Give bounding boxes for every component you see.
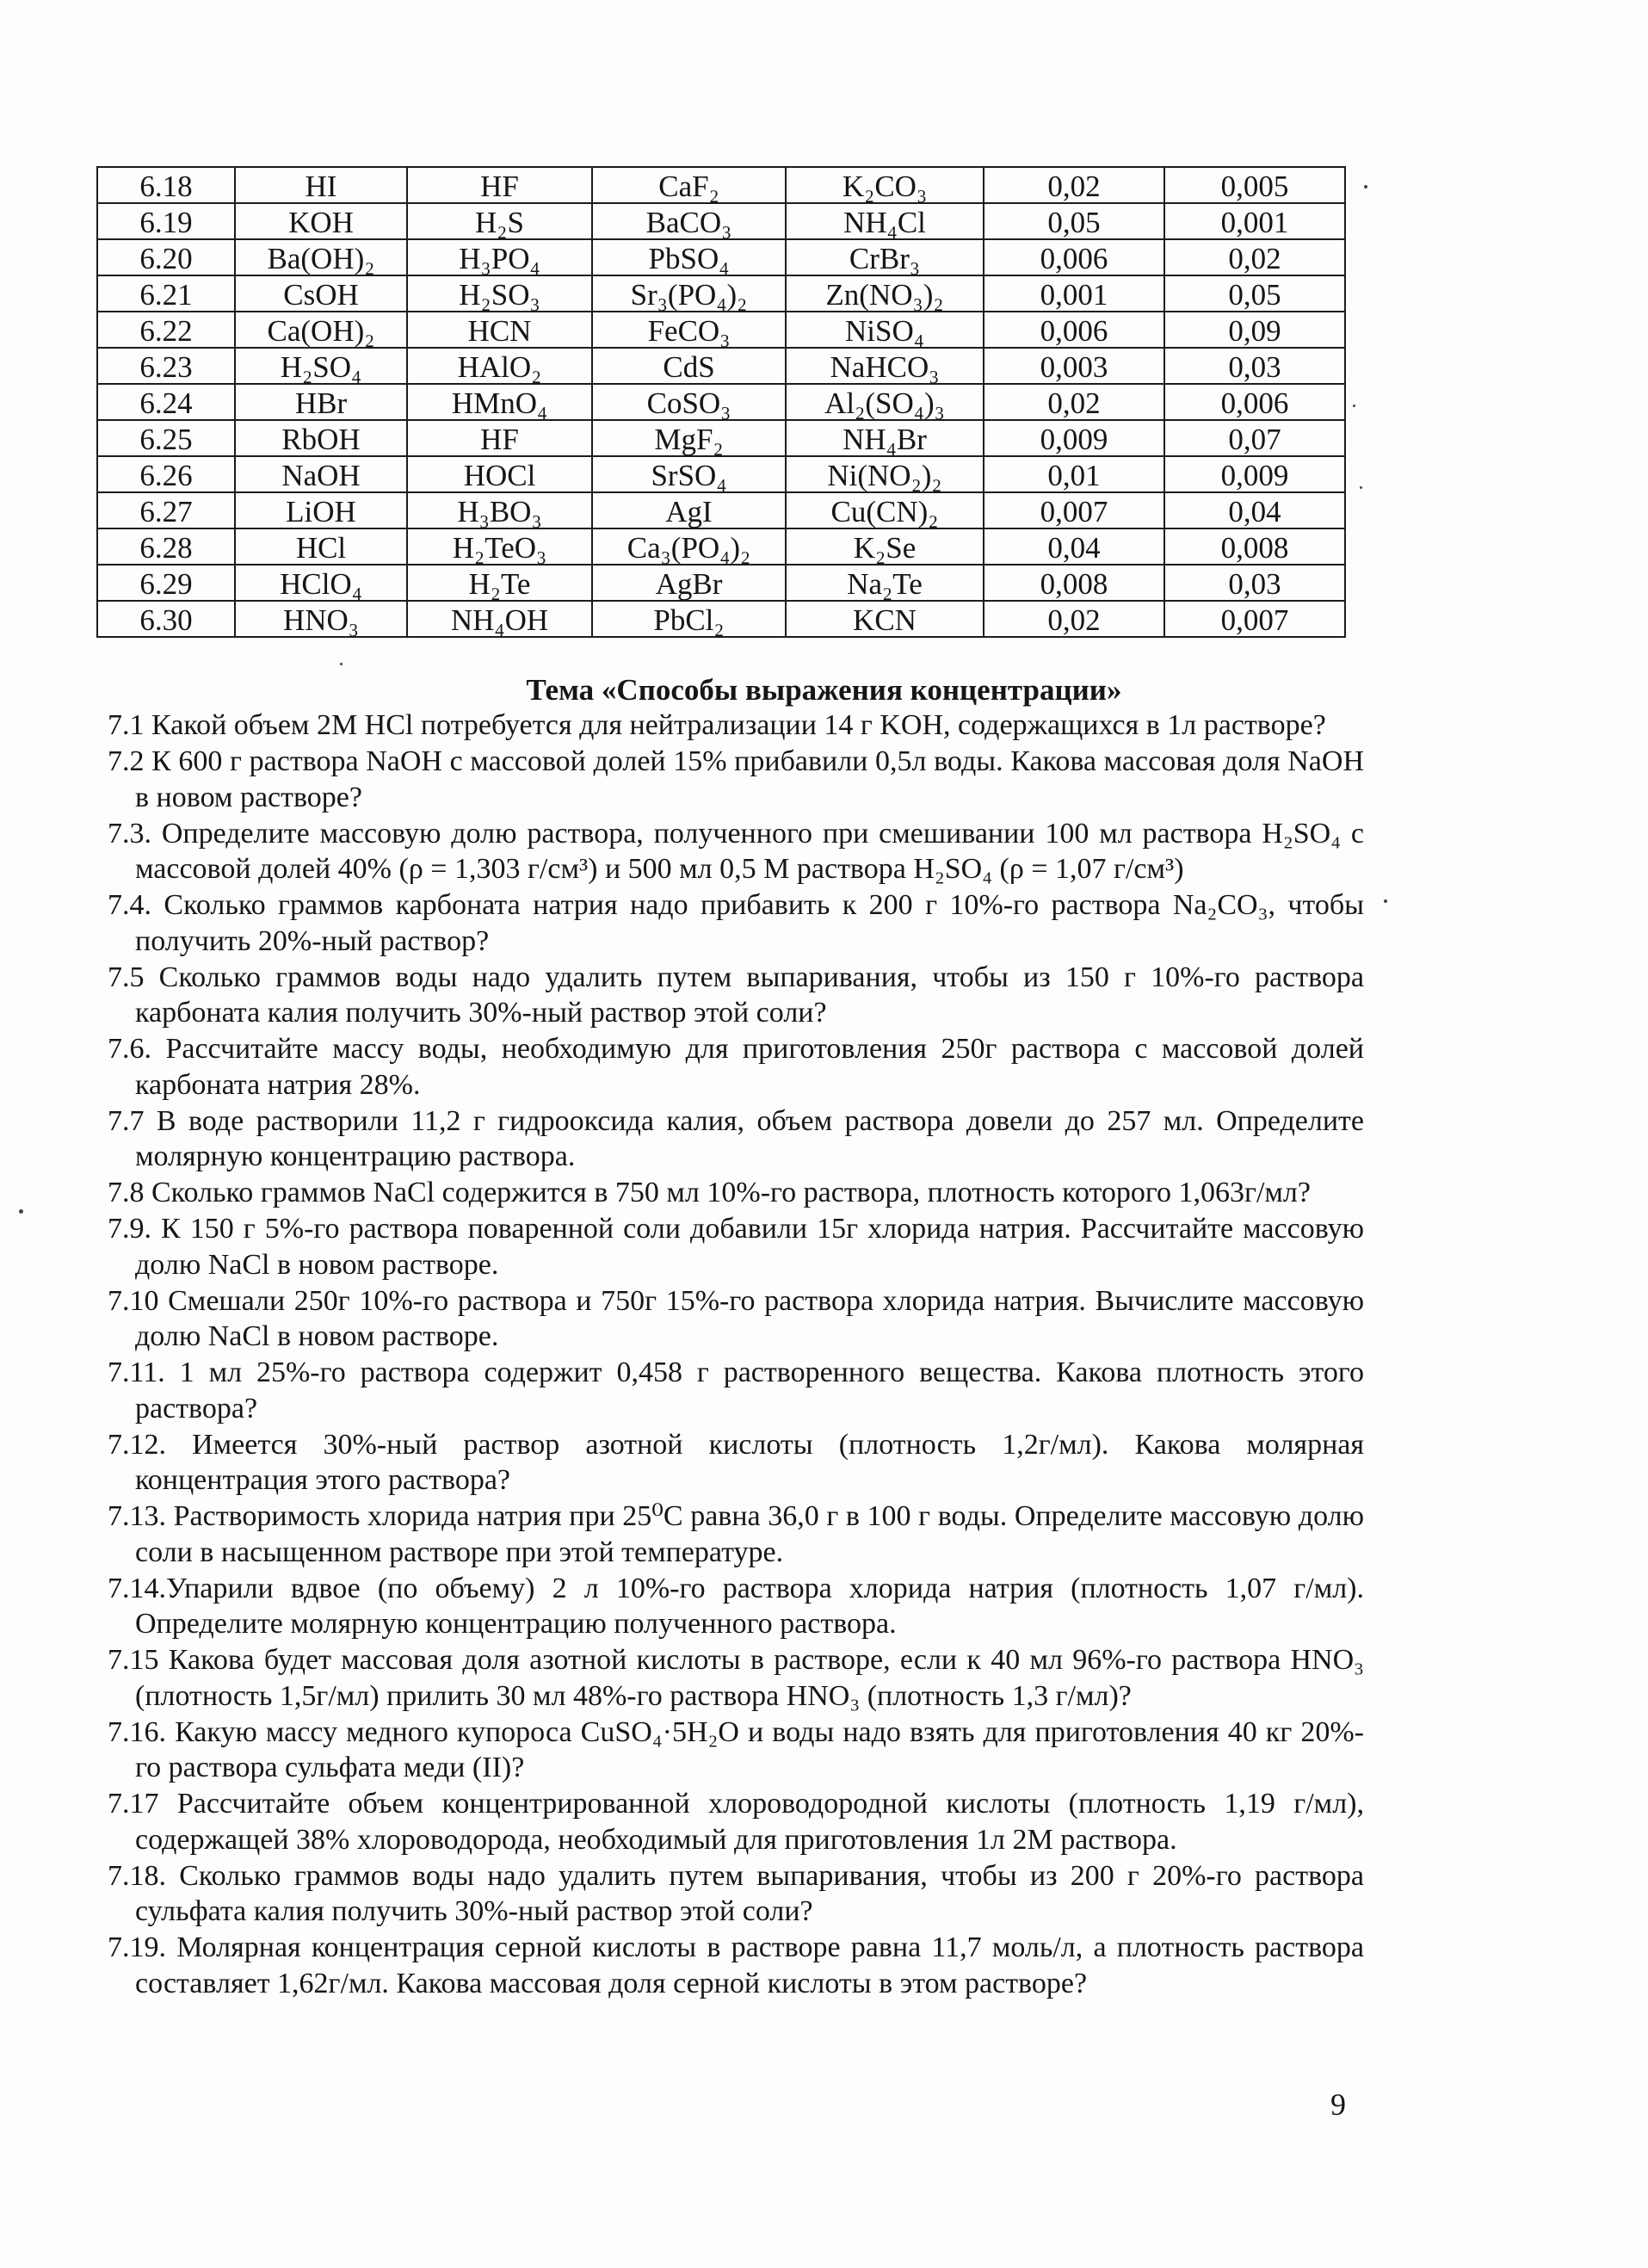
table-cell: HF xyxy=(407,167,592,203)
table-cell: Ba(OH)₂ xyxy=(235,239,407,275)
table-cell: Ca₃(PO₄)₂ xyxy=(592,528,786,565)
table-cell: 0,008 xyxy=(1164,528,1345,565)
table-cell: CrBr₃ xyxy=(786,239,984,275)
table-row xyxy=(97,528,1345,565)
table-row xyxy=(97,456,1345,492)
table-cell: 6.27 xyxy=(97,492,235,528)
table-cell: CoSO₃ xyxy=(592,384,786,420)
table-cell: 0,05 xyxy=(1164,275,1345,312)
table-cell: 0,02 xyxy=(1164,239,1345,275)
table-cell: CdS xyxy=(592,348,786,384)
table-cell: Zn(NO₃)₂ xyxy=(786,275,984,312)
table-cell: HCN xyxy=(407,312,592,348)
table-cell: AgBr xyxy=(592,565,786,601)
table-cell: 0,07 xyxy=(1164,420,1345,456)
problem-item: 7.18. Сколько граммов воды надо удалить путем выпаривания, чтобы из 200 г 20%-го раствора сульфата калия получить 30%-ный раствор этой соли? xyxy=(108,1859,1364,1927)
table-cell: 0,04 xyxy=(1164,492,1345,528)
problem-item: 7.17 Рассчитайте объем концентрированной хлороводородной кислоты (плотность 1,19 г/мл), содержащей 38% хлороводорода, необходимый для приготовления 1л 2М раствора. xyxy=(108,1788,1364,1856)
data-table xyxy=(96,166,1346,638)
problem-item: 7.7 В воде растворили 11,2 г гидрооксида калия, объем раствора довели до 257 мл. Определите молярную концентрацию раствора. xyxy=(108,1104,1364,1172)
table-cell: Ca(OH)₂ xyxy=(235,312,407,348)
table-cell: 6.21 xyxy=(97,275,235,312)
table-cell: PbSO₄ xyxy=(592,239,786,275)
problem-item: 7.4. Сколько граммов карбоната натрия надо прибавить к 200 г 10%-го раствора Na₂CO₃, чтобы получить 20%-ный раствор? xyxy=(108,889,1364,957)
table-cell: 0,03 xyxy=(1164,348,1345,384)
table-cell: 6.26 xyxy=(97,456,235,492)
table-cell: HAlO₂ xyxy=(407,348,592,384)
table-cell: 0,05 xyxy=(984,203,1164,239)
table-body xyxy=(97,167,1345,637)
table-cell: PbCl₂ xyxy=(592,601,786,637)
problem-item: 7.10 Смешали 250г 10%-го раствора и 750г 15%-го раствора хлорида натрия. Вычислите массовую долю NaCl в новом растворе. xyxy=(108,1284,1364,1352)
table-cell: BaCO₃ xyxy=(592,203,786,239)
table-cell: 6.29 xyxy=(97,565,235,601)
table-cell: Ni(NO₂)₂ xyxy=(786,456,984,492)
table-cell: 0,006 xyxy=(1164,384,1345,420)
table-cell: 0,001 xyxy=(984,275,1164,312)
problem-item: 7.13. Растворимость хлорида натрия при 25⁰С равна 36,0 г в 100 г воды. Определите массовую долю соли в насыщенном растворе при этой температуре. xyxy=(108,1500,1364,1568)
scan-speck xyxy=(1384,899,1387,903)
table-cell: 0,02 xyxy=(984,167,1164,203)
table-cell: KCN xyxy=(786,601,984,637)
problem-item: 7.1 Какой объем 2М HCl потребуется для нейтрализации 14 г KOH, содержащихся в 1л растворе? xyxy=(108,709,1326,741)
table-row xyxy=(97,167,1345,203)
table-cell: 0,006 xyxy=(984,312,1164,348)
scan-speck xyxy=(340,663,343,665)
problem-item: 7.6. Рассчитайте массу воды, необходимую для приготовления 250г раствора с массовой долей карбоната натрия 28%. xyxy=(108,1033,1364,1101)
table-cell: HI xyxy=(235,167,407,203)
problem-item: 7.16. Какую массу медного купороса CuSO₄·5H₂O и воды надо взять для приготовления 40 кг 20%-го раствора сульфата меди (II)? xyxy=(108,1715,1364,1783)
table-cell: 6.28 xyxy=(97,528,235,565)
table-cell: 0,009 xyxy=(1164,456,1345,492)
table-cell: KOH xyxy=(235,203,407,239)
problem-list xyxy=(108,708,1364,2002)
table-row xyxy=(97,275,1345,312)
table-row xyxy=(97,203,1345,239)
table-cell: 0,001 xyxy=(1164,203,1345,239)
table-row xyxy=(97,239,1345,275)
table-cell: 6.23 xyxy=(97,348,235,384)
table-cell: H₂SO₄ xyxy=(235,348,407,384)
table-cell: 0,007 xyxy=(984,492,1164,528)
problem-item: 7.9. К 150 г 5%-го раствора поваренной соли добавили 15г хлорида натрия. Рассчитайте массовую долю NaCl в новом растворе. xyxy=(108,1213,1364,1281)
table-cell: K₂Se xyxy=(786,528,984,565)
table-cell: Cu(CN)₂ xyxy=(786,492,984,528)
table-row xyxy=(97,565,1345,601)
table-cell: NaHCO₃ xyxy=(786,348,984,384)
problem-item: 7.2 К 600 г раствора NaOH с массовой долей 15% прибавили 0,5л воды. Какова массовая доля NaOH в новом растворе? xyxy=(108,745,1364,813)
table-cell: H₃BO₃ xyxy=(407,492,592,528)
problem-item: 7.14.Упарили вдвое (по объему) 2 л 10%-го раствора хлорида натрия (плотность 1,07 г/мл). Определите молярную концентрацию полученного раствора. xyxy=(108,1572,1364,1640)
table-cell: 6.19 xyxy=(97,203,235,239)
table-cell: H₂Te xyxy=(407,565,592,601)
table-cell: HClO₄ xyxy=(235,565,407,601)
table-cell: 6.20 xyxy=(97,239,235,275)
table-cell: CsOH xyxy=(235,275,407,312)
table-cell: H₂TeO₃ xyxy=(407,528,592,565)
problem-item: 7.3. Определите массовую долю раствора, полученного при смешивании 100 мл раствора H₂SO₄ с массовой долей 40% (ρ = 1,303 г/см³) и 500 мл 0,5 М раствора H₂SO₄ (ρ = 1,07 г/см³) xyxy=(108,817,1364,885)
table-cell: NH₄Br xyxy=(786,420,984,456)
table-cell: NH₄Cl xyxy=(786,203,984,239)
table-cell: HOCl xyxy=(407,456,592,492)
problem-item: 7.5 Сколько граммов воды надо удалить путем выпаривания, чтобы из 150 г 10%-го раствора карбоната калия получить 30%-ный раствор этой соли? xyxy=(108,961,1364,1029)
table-cell: 0,005 xyxy=(1164,167,1345,203)
table-cell: HBr xyxy=(235,384,407,420)
section-title: Тема «Способы выражения концентрации» xyxy=(526,673,1122,707)
table-cell: 0,007 xyxy=(1164,601,1345,637)
table-row xyxy=(97,492,1345,528)
table-cell: FeCO₃ xyxy=(592,312,786,348)
table-row xyxy=(97,420,1345,456)
table-cell: 0,02 xyxy=(984,384,1164,420)
table-cell: Al₂(SO₄)₃ xyxy=(786,384,984,420)
table-cell: 6.24 xyxy=(97,384,235,420)
table-cell: HNO₃ xyxy=(235,601,407,637)
problem-item: 7.19. Молярная концентрация серной кислоты в растворе равна 11,7 моль/л, а плотность раствора составляет 1,62г/мл. Какова массовая доля серной кислоты в этом растворе? xyxy=(108,1931,1364,1999)
table-row xyxy=(97,384,1345,420)
table-cell: 6.22 xyxy=(97,312,235,348)
table-cell: Na₂Te xyxy=(786,565,984,601)
table-cell: Sr₃(PO₄)₂ xyxy=(592,275,786,312)
table-cell: 0,09 xyxy=(1164,312,1345,348)
table-cell: AgI xyxy=(592,492,786,528)
table-cell: H₂SO₃ xyxy=(407,275,592,312)
table-cell: 6.30 xyxy=(97,601,235,637)
table-cell: NH₄OH xyxy=(407,601,592,637)
table-cell: HF xyxy=(407,420,592,456)
table-cell: HMnO₄ xyxy=(407,384,592,420)
table-cell: HCl xyxy=(235,528,407,565)
problem-item: 7.15 Какова будет массовая доля азотной кислоты в растворе, если к 40 мл 96%-го раствора HNO₃ (плотность 1,5г/мл) прилить 30 мл 48%-го раствора HNO₃ (плотность 1,3 г/мл)? xyxy=(108,1644,1364,1712)
table-cell: 0,01 xyxy=(984,456,1164,492)
scan-speck xyxy=(1360,486,1362,489)
table-row xyxy=(97,348,1345,384)
table-cell: SrSO₄ xyxy=(592,456,786,492)
table-cell: H₃PO₄ xyxy=(407,239,592,275)
scan-speck xyxy=(19,1209,23,1214)
page-number: 9 xyxy=(1330,2087,1346,2122)
table-cell: 0,02 xyxy=(984,601,1164,637)
table-cell: 6.18 xyxy=(97,167,235,203)
scan-speck xyxy=(1364,185,1367,188)
table-cell: H₂S xyxy=(407,203,592,239)
table-cell: 0,006 xyxy=(984,239,1164,275)
table-cell: K₂CO₃ xyxy=(786,167,984,203)
table-cell: NiSO₄ xyxy=(786,312,984,348)
problem-item: 7.11. 1 мл 25%-го раствора содержит 0,458 г растворенного вещества. Какова плотность этого раствора? xyxy=(108,1356,1364,1424)
table-cell: 0,008 xyxy=(984,565,1164,601)
table-cell: 0,003 xyxy=(984,348,1164,384)
table-cell: 0,009 xyxy=(984,420,1164,456)
table-cell: 0,04 xyxy=(984,528,1164,565)
table-cell: RbOH xyxy=(235,420,407,456)
problem-item: 7.12. Имеется 30%-ный раствор азотной кислоты (плотность 1,2г/мл). Какова молярная концентрация этого раствора? xyxy=(108,1428,1364,1496)
table-cell: 6.25 xyxy=(97,420,235,456)
table-cell: NaOH xyxy=(235,456,407,492)
problem-item: 7.8 Сколько граммов NaCl содержится в 750 мл 10%-го раствора, плотность которого 1,063г/мл? xyxy=(108,1177,1311,1208)
table-row xyxy=(97,312,1345,348)
table-row xyxy=(97,601,1345,637)
table-cell: 0,03 xyxy=(1164,565,1345,601)
table-cell: CaF₂ xyxy=(592,167,786,203)
table-cell: MgF₂ xyxy=(592,420,786,456)
scan-speck xyxy=(1353,405,1355,407)
table-cell: LiOH xyxy=(235,492,407,528)
